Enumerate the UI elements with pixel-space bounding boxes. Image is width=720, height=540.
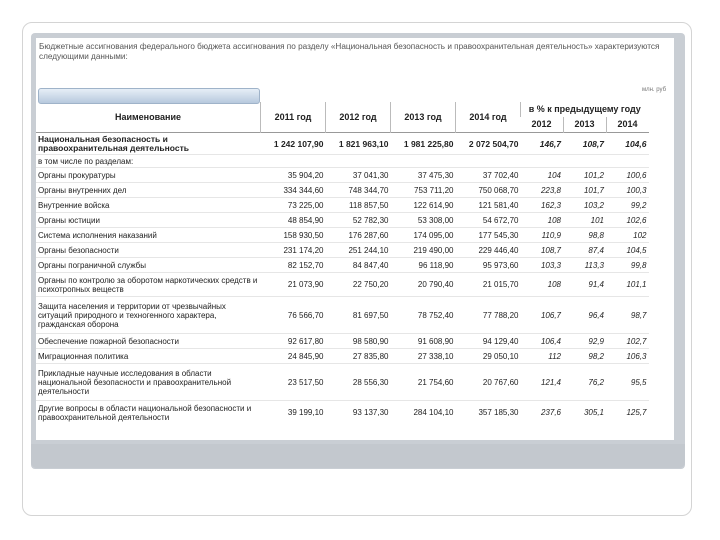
cell-y2013: 1 981 225,80 xyxy=(391,133,456,155)
cell-y2014: 121 581,40 xyxy=(456,198,521,213)
cell-name: Миграционная политика xyxy=(36,349,261,364)
cell-y2012: 118 857,50 xyxy=(326,198,391,213)
cell-y2012: 27 835,80 xyxy=(326,349,391,364)
cell-y2014 xyxy=(456,155,521,168)
cell-y2014: 20 767,60 xyxy=(456,364,521,401)
table-row xyxy=(36,155,649,168)
cell-y2012: 37 041,30 xyxy=(326,168,391,183)
cell-y2014: 29 050,10 xyxy=(456,349,521,364)
cell-p2014: 102 xyxy=(606,228,649,243)
cell-y2013: 174 095,00 xyxy=(391,228,456,243)
cell-p2013: 101 xyxy=(563,213,606,228)
cell-y2012: 93 137,30 xyxy=(326,401,391,425)
cell-y2011: 158 930,50 xyxy=(261,228,326,243)
cell-p2012: 108 xyxy=(521,213,564,228)
cell-y2014: 177 545,30 xyxy=(456,228,521,243)
table-body xyxy=(36,133,649,425)
header-pct-2013: 2013 xyxy=(563,117,606,133)
cell-p2013: 76,2 xyxy=(563,364,606,401)
cell-p2014: 102,7 xyxy=(606,334,649,349)
header-pct-2012: 2012 xyxy=(531,119,552,130)
cell-y2014: 357 185,30 xyxy=(456,401,521,425)
cell-y2012: 28 556,30 xyxy=(326,364,391,401)
header-pct-group: в % к предыдущему году xyxy=(521,102,649,117)
table-row xyxy=(36,213,649,228)
header-pct-2014: 2014 xyxy=(606,117,649,133)
cell-y2012: 22 750,20 xyxy=(326,273,391,297)
cell-y2012: 52 782,30 xyxy=(326,213,391,228)
cell-p2012: 108 xyxy=(521,273,564,297)
cell-p2014: 99,8 xyxy=(606,258,649,273)
cell-name: Обеспечение пожарной безопасности xyxy=(36,334,261,349)
cell-name: Органы пограничной службы xyxy=(36,258,261,273)
cell-p2012: 237,6 xyxy=(521,401,564,425)
cell-y2011: 334 344,60 xyxy=(261,183,326,198)
cell-p2014: 104,5 xyxy=(606,243,649,258)
cell-y2014: 54 672,70 xyxy=(456,213,521,228)
cell-p2013: 91,4 xyxy=(563,273,606,297)
cell-y2013: 91 608,90 xyxy=(391,334,456,349)
cell-p2014: 106,3 xyxy=(606,349,649,364)
cell-y2012: 98 580,90 xyxy=(326,334,391,349)
cell-y2013: 37 475,30 xyxy=(391,168,456,183)
cell-y2013 xyxy=(391,155,456,168)
cell-y2012: 84 847,40 xyxy=(326,258,391,273)
cell-p2012: 162,3 xyxy=(521,198,564,213)
table-row xyxy=(36,258,649,273)
cell-p2012: 103,3 xyxy=(521,258,564,273)
cell-p2014: 98,7 xyxy=(606,297,649,334)
cell-name: в том числе по разделам: xyxy=(36,155,261,168)
cell-name: Органы по контролю за оборотом наркотических средств и психотропных веществ xyxy=(36,273,261,297)
cell-y2011: 73 225,00 xyxy=(261,198,326,213)
cell-y2011: 48 854,90 xyxy=(261,213,326,228)
cell-y2014: 37 702,40 xyxy=(456,168,521,183)
cell-p2013: 98,2 xyxy=(563,349,606,364)
table-row xyxy=(36,183,649,198)
cell-y2013: 122 614,90 xyxy=(391,198,456,213)
cell-y2011: 24 845,90 xyxy=(261,349,326,364)
cell-name: Прикладные научные исследования в области национальной безопасности и правоохранительной деятельности xyxy=(36,364,261,401)
intro-text: Бюджетные ассигнования федерального бюджета ассигнования по разделу «Национальная безопасность и правоохранительная деятельность» характеризуются следующими данными: xyxy=(39,42,660,61)
cell-name: Органы внутренних дел xyxy=(36,183,261,198)
cell-p2012: 108,7 xyxy=(521,243,564,258)
table-row xyxy=(36,349,649,364)
cell-y2011: 92 617,80 xyxy=(261,334,326,349)
cell-y2013: 96 118,90 xyxy=(391,258,456,273)
cell-p2014: 95,5 xyxy=(606,364,649,401)
cell-y2013: 53 308,00 xyxy=(391,213,456,228)
cell-p2013: 98,8 xyxy=(563,228,606,243)
cell-name: Органы безопасности xyxy=(36,243,261,258)
cell-p2014: 100,6 xyxy=(606,168,649,183)
cell-y2011: 1 242 107,90 xyxy=(261,133,326,155)
cell-y2011: 231 174,20 xyxy=(261,243,326,258)
cell-p2013: 92,9 xyxy=(563,334,606,349)
cell-name: Система исполнения наказаний xyxy=(36,228,261,243)
table-row xyxy=(36,297,649,334)
table-row xyxy=(36,228,649,243)
table-row xyxy=(36,198,649,213)
table-row xyxy=(36,334,649,349)
cell-y2014: 94 129,40 xyxy=(456,334,521,349)
cell-p2012: 106,7 xyxy=(521,297,564,334)
cell-y2013: 27 338,10 xyxy=(391,349,456,364)
cell-p2014: 99,2 xyxy=(606,198,649,213)
cell-y2014: 95 973,60 xyxy=(456,258,521,273)
unit-label: млн. руб xyxy=(641,87,666,93)
cell-y2013: 753 711,20 xyxy=(391,183,456,198)
table-row xyxy=(36,401,649,425)
header-2012: 2012 год xyxy=(326,102,391,133)
cell-name: Национальная безопасность и правоохранительная деятельность xyxy=(36,133,261,155)
cell-p2013: 101,2 xyxy=(563,168,606,183)
table-header-row xyxy=(36,102,649,117)
cell-p2012: 223,8 xyxy=(521,183,564,198)
table-row xyxy=(36,243,649,258)
cell-p2014: 104,6 xyxy=(606,133,649,155)
cell-p2014: 102,6 xyxy=(606,213,649,228)
cell-name: Органы юстиции xyxy=(36,213,261,228)
cell-y2012: 81 697,50 xyxy=(326,297,391,334)
cell-name: Защита населения и территории от чрезвычайных ситуаций природного и техногенного характера, гражданская оборона xyxy=(36,297,261,334)
table-row xyxy=(36,273,649,297)
cell-p2014: 101,1 xyxy=(606,273,649,297)
cell-name: Органы прокуратуры xyxy=(36,168,261,183)
cell-p2012: 112 xyxy=(521,349,564,364)
table-row xyxy=(36,364,649,401)
cell-p2012: 106,4 xyxy=(521,334,564,349)
cell-y2013: 21 754,60 xyxy=(391,364,456,401)
cell-y2013: 284 104,10 xyxy=(391,401,456,425)
table-row-total xyxy=(36,133,649,155)
cell-y2014: 2 072 504,70 xyxy=(456,133,521,155)
cell-y2012: 251 244,10 xyxy=(326,243,391,258)
cell-y2011: 21 073,90 xyxy=(261,273,326,297)
cell-p2013: 113,3 xyxy=(563,258,606,273)
cell-y2011 xyxy=(261,155,326,168)
header-2013: 2013 год xyxy=(391,102,456,133)
cell-y2012: 176 287,60 xyxy=(326,228,391,243)
cell-p2012: 146,7 xyxy=(521,133,564,155)
cell-y2014: 229 446,40 xyxy=(456,243,521,258)
cell-y2012: 748 344,70 xyxy=(326,183,391,198)
cell-p2014: 100,3 xyxy=(606,183,649,198)
cell-p2013 xyxy=(563,155,606,168)
cell-p2013: 108,7 xyxy=(563,133,606,155)
header-2014: 2014 год xyxy=(456,102,521,133)
cell-p2013: 101,7 xyxy=(563,183,606,198)
cell-y2011: 35 904,20 xyxy=(261,168,326,183)
document-page xyxy=(36,38,674,440)
cell-p2012: 121,4 xyxy=(521,364,564,401)
cell-y2011: 76 566,70 xyxy=(261,297,326,334)
cell-p2014: 125,7 xyxy=(606,401,649,425)
cell-p2012: 110,9 xyxy=(521,228,564,243)
cell-y2013: 219 490,00 xyxy=(391,243,456,258)
cell-p2012: 104 xyxy=(521,168,564,183)
cell-y2011: 39 199,10 xyxy=(261,401,326,425)
budget-table xyxy=(36,102,649,425)
cell-p2013: 96,4 xyxy=(563,297,606,334)
cell-p2012 xyxy=(521,155,564,168)
table-row xyxy=(36,168,649,183)
header-name: Наименование xyxy=(114,112,182,122)
cell-y2011: 23 517,50 xyxy=(261,364,326,401)
cell-y2014: 21 015,70 xyxy=(456,273,521,297)
header-2011: 2011 год xyxy=(261,102,326,133)
cell-y2012: 1 821 963,10 xyxy=(326,133,391,155)
cell-name: Внутренние войска xyxy=(36,198,261,213)
cell-p2014 xyxy=(606,155,649,168)
cell-p2013: 87,4 xyxy=(563,243,606,258)
cell-y2012 xyxy=(326,155,391,168)
panel-footer xyxy=(31,444,685,468)
cell-name: Другие вопросы в области национальной безопасности и правоохранительной деятельности xyxy=(36,401,261,425)
cell-y2013: 20 790,40 xyxy=(391,273,456,297)
cell-y2013: 78 752,40 xyxy=(391,297,456,334)
cell-p2013: 305,1 xyxy=(563,401,606,425)
cell-y2014: 77 788,20 xyxy=(456,297,521,334)
cell-y2014: 750 068,70 xyxy=(456,183,521,198)
cell-p2013: 103,2 xyxy=(563,198,606,213)
cell-y2011: 82 152,70 xyxy=(261,258,326,273)
